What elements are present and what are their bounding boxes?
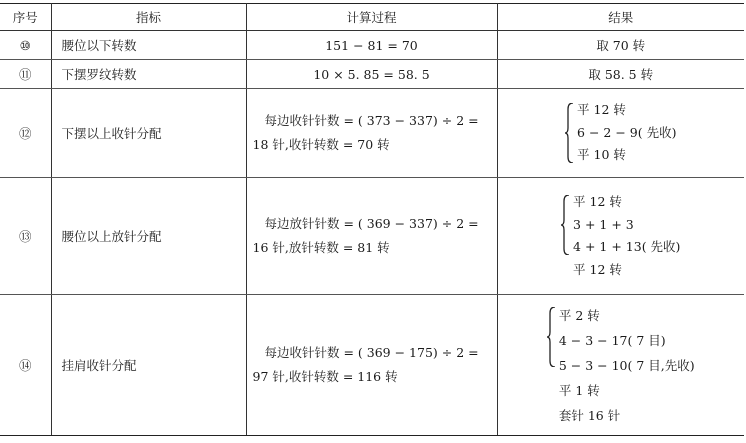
knitting-calc-table (0, 3, 744, 436)
table-row (0, 295, 744, 436)
calc-line-1: 每边收针针数 = ( 373 − 337) ÷ 2 = (264, 113, 479, 128)
row-calculation (246, 295, 497, 436)
row-result (497, 178, 744, 295)
row-result (497, 295, 744, 436)
row-index: ⑫ (0, 89, 51, 178)
row-result: 取 70 转 (497, 31, 744, 60)
table-row (0, 60, 744, 89)
result-line: 4 − 3 − 17( 7 目) (558, 332, 666, 348)
row-calculation (246, 89, 497, 178)
table-row (0, 178, 744, 295)
calc-line-1: 每边收针针数 = ( 369 − 175) ÷ 2 = (264, 345, 479, 360)
calc-line-2: 18 针,收针转数 = 70 转 (252, 137, 390, 152)
row-calculation: 10 × 5. 85 = 58. 5 (246, 60, 497, 89)
row-result: 取 58. 5 转 (497, 60, 744, 89)
curly-brace (565, 103, 574, 163)
row-result (497, 89, 744, 178)
result-line: 平 12 转 (573, 194, 622, 209)
row-indicator: 腰位以上放针分配 (51, 178, 246, 295)
header-index: 序号 (0, 4, 51, 31)
row-indicator: 腰位以下转数 (51, 31, 246, 60)
header-calculation: 计算过程 (246, 4, 497, 31)
row-index: ⑭ (0, 295, 51, 436)
result-line: 平 12 转 (577, 102, 626, 118)
result-line: 6 − 2 − 9( 先收) (577, 124, 677, 140)
table-row (0, 89, 744, 178)
row-index: ⑬ (0, 178, 51, 295)
result-line: 平 1 转 (558, 382, 600, 398)
result-line: 4 + 1 + 13( 先收) (573, 239, 681, 254)
curly-brace (547, 307, 556, 367)
row-index: ⑪ (0, 60, 51, 89)
header-row (0, 4, 744, 31)
row-indicator: 下摆以上收针分配 (51, 89, 246, 178)
result-line: 平 10 转 (577, 147, 626, 163)
result-line: 平 2 转 (558, 307, 600, 323)
row-calculation: 151 − 81 = 70 (246, 31, 497, 60)
header-indicator: 指标 (51, 4, 246, 31)
header-result: 结果 (497, 4, 744, 31)
row-index: ⑩ (0, 31, 51, 60)
result-line: 3 + 1 + 3 (573, 216, 634, 232)
result-line: 平 12 转 (573, 261, 622, 277)
result-line: 套针 16 针 (558, 407, 621, 423)
curly-brace (561, 195, 570, 255)
row-indicator: 挂肩收针分配 (51, 295, 246, 436)
result-line: 5 − 3 − 10( 7 目,先收) (558, 357, 695, 373)
calc-line-2: 97 针,收针转数 = 116 转 (252, 369, 398, 384)
calc-line-1: 每边放针针数 = ( 369 − 337) ÷ 2 = (264, 216, 479, 231)
row-calculation (246, 178, 497, 295)
table-row (0, 31, 744, 60)
row-indicator: 下摆罗纹转数 (51, 60, 246, 89)
calc-line-2: 16 针,放针转数 = 81 转 (252, 240, 390, 255)
